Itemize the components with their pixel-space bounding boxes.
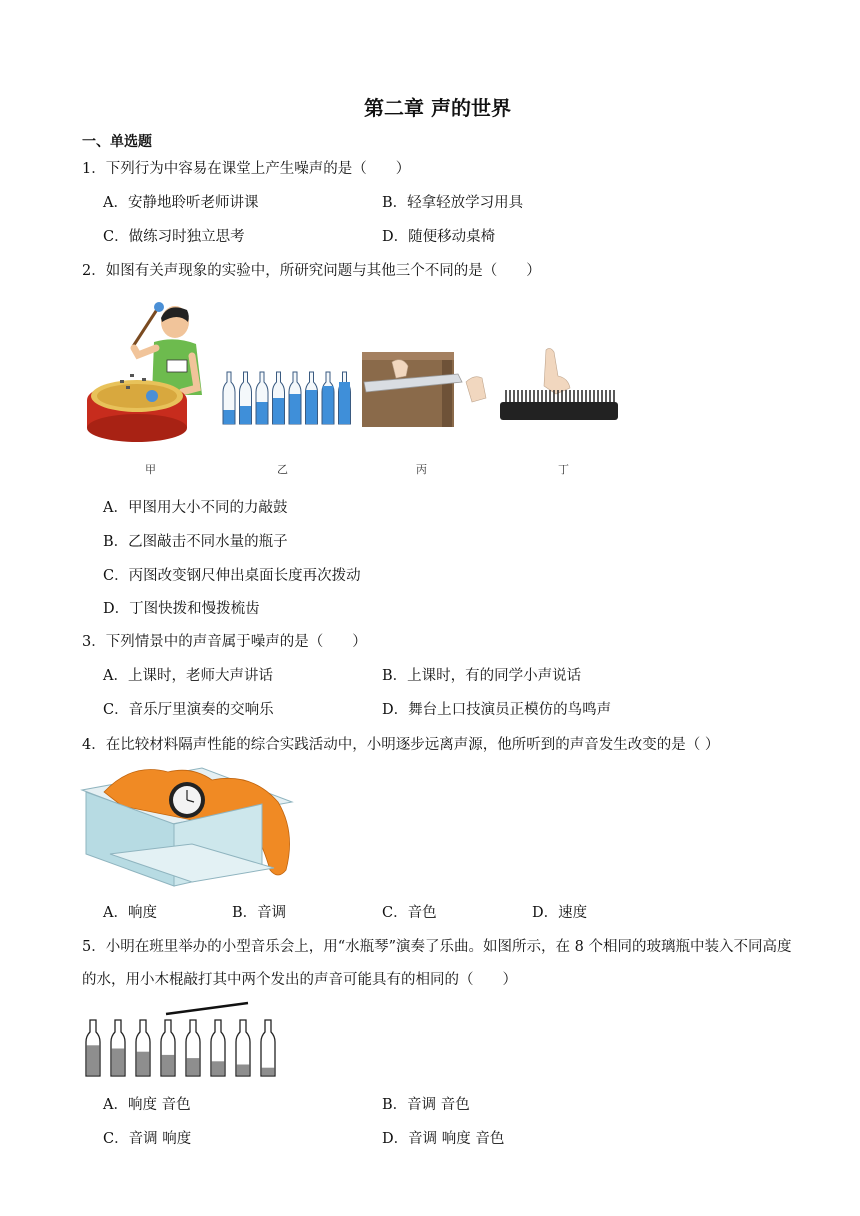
bottle-water [240, 406, 251, 424]
question-2-option-b: B．乙图敲击不同水量的瓶子 [103, 534, 288, 550]
bottle-water [187, 1058, 200, 1075]
section-heading: 一、单选题 [82, 134, 152, 150]
question-1-option-c: C．做练习时独立思考 [103, 229, 245, 245]
bottle-water [339, 382, 350, 424]
figure-caption-bing: 丙 [416, 463, 427, 476]
bottle-water [112, 1049, 125, 1076]
bottle-water [323, 386, 334, 424]
water-bottle-xylophone-figure [80, 1000, 280, 1080]
question-2-option-d: D．丁图快拨和慢拨梳齿 [103, 601, 260, 617]
question-5-option-c: C．音调 响度 [103, 1131, 192, 1147]
bottle-water [237, 1065, 250, 1076]
question-3-option-b: B．上课时，有的同学小声说话 [382, 668, 582, 684]
question-5-option-a: A．响度 音色 [103, 1097, 191, 1113]
question-4-option-b: B．音调 [232, 905, 287, 921]
question-1-stem: 1．下列行为中容易在课堂上产生噪声的是（ ） [82, 161, 411, 177]
question-3-option-a: A．上课时，老师大声讲话 [103, 668, 273, 684]
question-5-option-b: B．音调 音色 [382, 1097, 470, 1113]
water-bottles-figure [220, 372, 360, 427]
question-3-option-d: D．舞台上口技演员正模仿的鸟鸣声 [382, 702, 612, 718]
figure-caption-jia: 甲 [145, 463, 156, 476]
question-4-option-a: A．响度 [103, 905, 157, 921]
question-4-option-d: D．速度 [532, 905, 588, 921]
comb-figure [498, 346, 623, 426]
question-2-option-c: C．丙图改变钢尺伸出桌面长度再次拨动 [103, 568, 361, 584]
page-title: 第二章 声的世界 [364, 96, 511, 120]
bottle-water [137, 1052, 150, 1076]
bottle-water [306, 390, 317, 424]
question-5-option-d: D．音调 响度 音色 [382, 1131, 505, 1147]
bottle-water [212, 1061, 225, 1075]
bottle-water [257, 402, 268, 424]
question-1-option-d: D．随便移动桌椅 [382, 229, 496, 245]
bottle-water [87, 1045, 100, 1075]
bottle-water [290, 394, 301, 424]
question-2-option-a: A．甲图用大小不同的力敲鼓 [103, 500, 288, 516]
box-clock-figure [82, 762, 300, 892]
ruler-table-figure [362, 352, 492, 427]
figure-caption-ding: 丁 [558, 463, 569, 476]
drum-boy-figure [82, 300, 212, 445]
bottle-water [162, 1055, 175, 1075]
question-4-option-c: C．音色 [382, 905, 437, 921]
question-5-stem-line-2: 的水，用小木棍敲打其中两个发出的声音可能具有的相同的（ ） [82, 972, 517, 988]
question-1-option-a: A．安静地聆听老师讲课 [103, 195, 259, 211]
question-5-stem-line-1: 5．小明在班里举办的小型音乐会上，用“水瓶琴”演奏了乐曲。如图所示，在 8 个相同的玻璃瓶中装入不同高度 [82, 939, 792, 955]
bottle-water [224, 410, 235, 424]
question-1-option-b: B．轻拿轻放学习用具 [382, 195, 524, 211]
question-3-option-c: C．音乐厅里演奏的交响乐 [103, 702, 274, 718]
bottle-water [273, 398, 284, 424]
bottle-water [262, 1068, 275, 1076]
question-2-stem: 2．如图有关声现象的实验中，所研究问题与其他三个不同的是（ ） [82, 263, 541, 279]
figure-caption-yi: 乙 [277, 463, 288, 476]
bottle-outline [261, 1020, 275, 1076]
question-3-stem: 3．下列情景中的声音属于噪声的是（ ） [82, 634, 367, 650]
question-4-stem: 4．在比较材料隔声性能的综合实践活动中，小明逐步远离声源，他所听到的声音发生改变的是（ ） [82, 737, 720, 753]
